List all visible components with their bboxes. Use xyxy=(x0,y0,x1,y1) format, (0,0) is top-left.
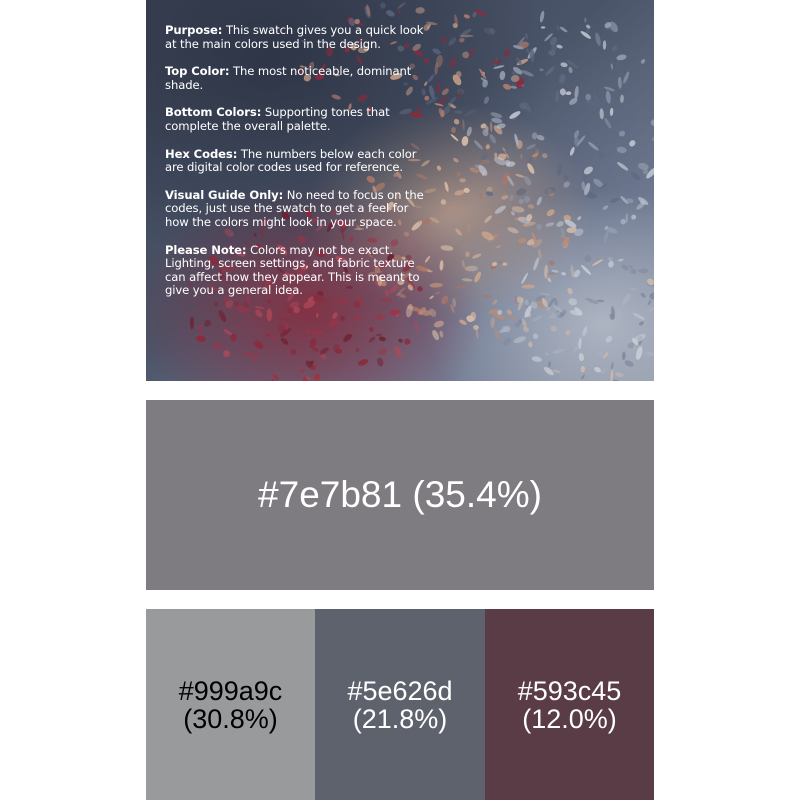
primary-color-swatch xyxy=(146,400,654,590)
note-text: Supporting tones that complete the overall palette. xyxy=(165,105,390,133)
secondary-hex-code: #593c45 xyxy=(517,675,622,706)
note-bottom-colors xyxy=(165,106,427,133)
note-label: Hex Codes: xyxy=(165,146,238,161)
texture-petal xyxy=(190,317,194,330)
texture-petal xyxy=(231,334,237,342)
note-text: This swatch gives you a quick look at the main colors used in the design. xyxy=(165,23,424,51)
secondary-color-swatch-1 xyxy=(146,609,315,800)
texture-petal xyxy=(584,18,586,23)
note-text: No need to focus on the codes, just use the swatch to get a feel for how the colors might look in your space. xyxy=(165,187,424,229)
primary-hex-code: #7e7b81 xyxy=(258,474,403,515)
note-text: The numbers below each color are digital color codes used for reference. xyxy=(165,146,417,175)
note-label: Top Color: xyxy=(165,64,230,79)
secondary-hex-code: #5e626d xyxy=(347,675,453,706)
secondary-color-swatch-3 xyxy=(485,609,654,800)
swatch-notes xyxy=(165,24,427,312)
secondary-percent: (12.0%) xyxy=(522,703,617,734)
secondary-percent: (21.8%) xyxy=(352,703,448,734)
rug-texture-image xyxy=(146,0,654,381)
note-text: The most noticeable, dominant shade. xyxy=(165,64,412,92)
texture-petal xyxy=(638,268,648,273)
note-please-note xyxy=(165,244,427,298)
primary-percent: (35.4%) xyxy=(412,474,542,515)
note-top-color xyxy=(165,65,427,92)
secondary-hex-code: #999a9c xyxy=(178,675,283,706)
note-label: Purpose: xyxy=(165,23,223,37)
note-label: Visual Guide Only: xyxy=(165,187,284,202)
primary-color-label xyxy=(258,474,542,516)
note-label: Bottom Colors: xyxy=(165,105,262,120)
note-label: Please Note: xyxy=(165,242,247,257)
secondary-color-swatch-2 xyxy=(315,609,485,800)
note-visual-guide xyxy=(165,189,427,230)
note-hex-codes xyxy=(165,148,427,175)
note-text: Colors may not be exact. Lighting, screen settings, and fabric texture can affect how they appear. This is meant to give you a general idea. xyxy=(165,242,420,298)
note-purpose xyxy=(165,24,427,51)
secondary-percent: (30.8%) xyxy=(183,703,278,734)
